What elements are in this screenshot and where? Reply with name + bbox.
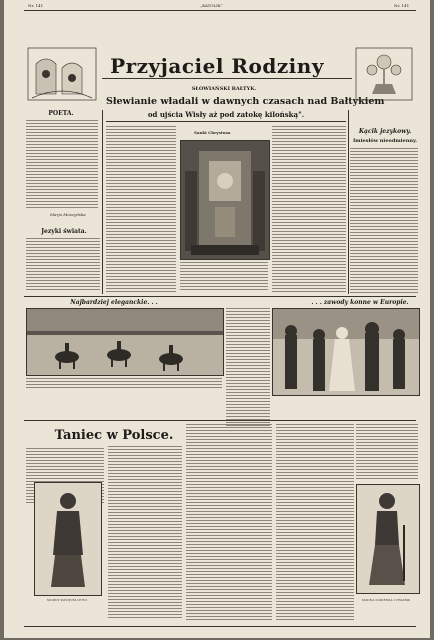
konne-title: . . . zawody konne w Europie. (311, 299, 409, 306)
woman-suit-image (35, 483, 101, 595)
taniec-rule (24, 420, 416, 421)
header-center: „KATOLIK” (200, 3, 223, 8)
taniec-title: Taniec w Polsce. (54, 428, 174, 443)
masthead-title: Przyjaciel Rodziny (110, 54, 324, 78)
baltyk-title-2: od ujścia Wisły aż pod zatokę kilońską". (147, 110, 305, 119)
crowd-photo (272, 308, 420, 396)
column-divider-1 (102, 110, 103, 294)
racehorse-photo (26, 308, 224, 376)
masthead-right-ornament (354, 44, 414, 104)
racehorse-caption (26, 374, 222, 396)
baltyk-text-right (272, 126, 346, 292)
header-left: Nr. 141 (28, 3, 44, 8)
photo-band-rule (24, 296, 416, 297)
church-caption-text (180, 262, 268, 292)
baltyk-title-1: Słewianie władali w dawnych czasach nad Bałtykiem (106, 96, 385, 107)
swiata-text (26, 238, 100, 290)
middle-photo-text (226, 308, 270, 426)
baltyk-rule (106, 121, 346, 122)
poem-author: Marja Moszyńska (50, 212, 86, 217)
baltyk-section: SŁOWIAŃSKI BAŁTYK. (191, 86, 257, 92)
column-divider-2 (348, 110, 349, 294)
poem-title: POETA. (48, 110, 74, 117)
header-rule (24, 10, 416, 11)
church-photo (180, 140, 270, 260)
horse-race-image (27, 309, 223, 375)
newspaper-page (4, 0, 430, 638)
caption-left: MODNY KOSTJUM LETNI (47, 598, 87, 602)
spectators-image (273, 309, 419, 395)
church-label: Sanki Chrystusa (194, 130, 231, 135)
footer-rule (24, 626, 416, 627)
taniec-text-col4 (276, 424, 354, 620)
elegancki-title: Najbardziej eleganckie. . . (70, 299, 158, 306)
taniec-text-col3 (186, 424, 272, 620)
swiata-title: Jezyki świata. (41, 228, 87, 235)
header-right: Nr. 141 (394, 3, 410, 8)
kacik-text (350, 148, 418, 294)
baltyk-text-left (106, 126, 176, 292)
poem-text (26, 120, 98, 210)
kacik-title: Kącik jezykowy. (358, 128, 412, 135)
fashion-photo-left (34, 482, 102, 596)
masthead-rule (102, 78, 352, 79)
fashion-photo-right (356, 484, 420, 594)
caption-right: MODNA SUKIENKA I CHAPSIK (361, 598, 411, 602)
altar-image (181, 141, 269, 259)
taniec-text-col5 (356, 424, 418, 480)
taniec-text-col2 (108, 446, 182, 620)
woman-dress-image (357, 485, 419, 593)
kacik-subtitle: Imiesłów nieodmienny. (352, 138, 418, 144)
